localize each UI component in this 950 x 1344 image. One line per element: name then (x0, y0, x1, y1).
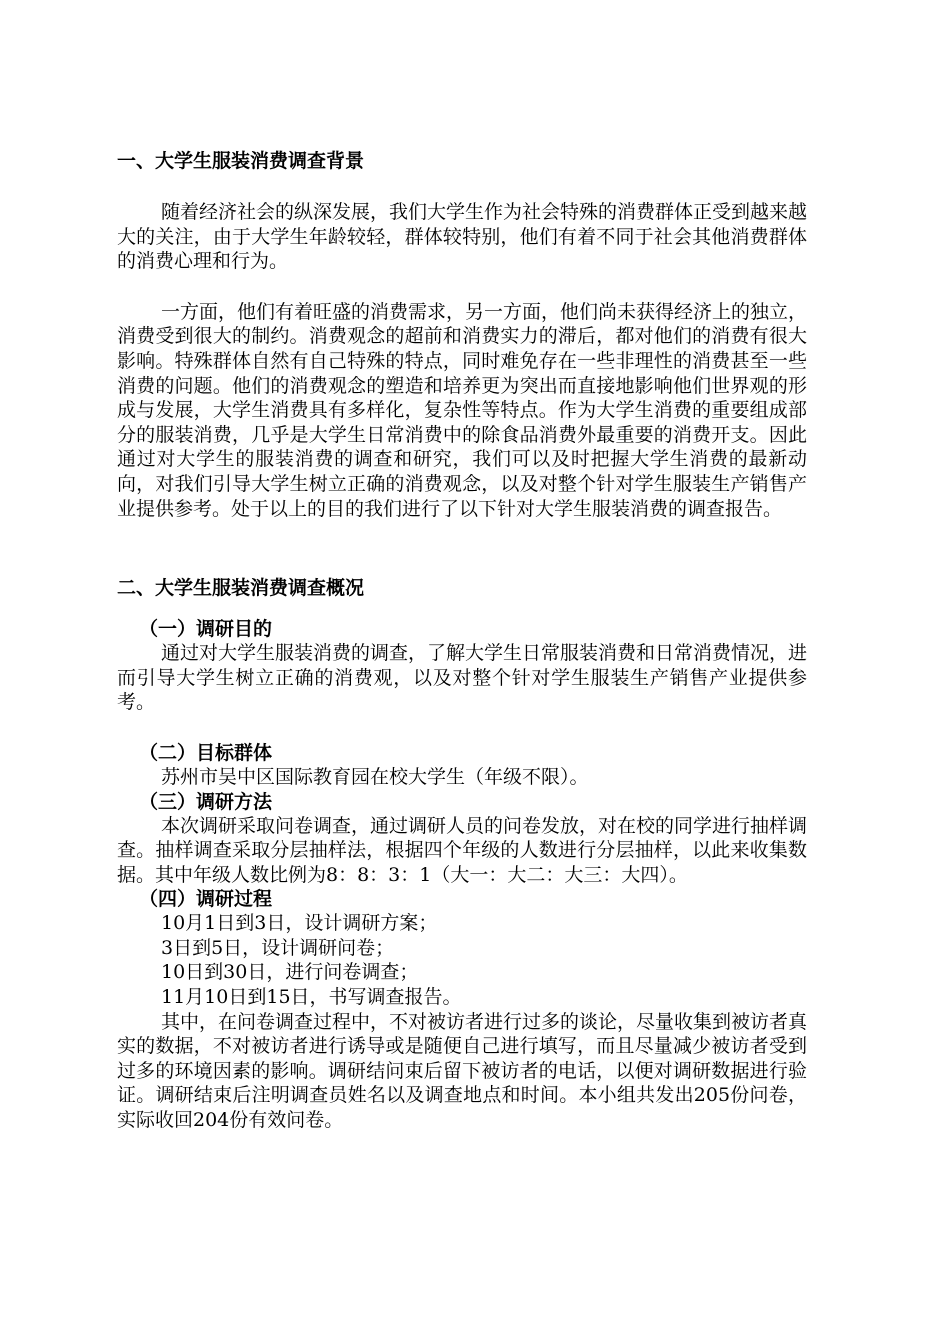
subsection-3-text: 本次调研采取问卷调查，通过调研人员的问卷发放，对在校的同学进行抽样调查。抽样调查采取分层抽样法，根据四个年级的人数进行分层抽样，以此来收集数据。其中年级人数比例为8：8：3：1（大一：大二：大三：大四）。 (117, 814, 808, 886)
subsection-4-heading: （四）调研过程 (139, 888, 273, 911)
subsection-1-heading: （一）调研目的 (139, 618, 273, 641)
schedule-step: 3日到5日，设计调研问卷； (161, 936, 395, 959)
subsection-3-heading: （三）调研方法 (139, 790, 273, 813)
section-1-paragraph-2: 一方面，他们有着旺盛的消费需求，另一方面，他们尚未获得经济上的独立，消费受到很大的制约。消费观念的超前和消费实力的滞后，都对他们的消费有很大影响。特殊群体自然有自己特殊的特点，同时难免存在一些非理性的消费甚至一些消费的问题。他们的消费观念的塑造和培养更为突出而直接地影响他们世界观的形成与发展，大学生消费具有多样化，复杂性等特点。作为大学生消费的重要组成部分的服装消费，几乎是大学生日常消费中的除食品消费外最重要的消费开支。因此通过对大学生的服装消费的调查和研究，我们可以及时把握大学生消费的最新动向，对我们引导大学生树立正确的消费观念，以及对整个针对学生服装生产销售产业提供参考。处于以上的目的我们进行了以下针对大学生服装消费的调查报告。 (117, 300, 808, 520)
document-page (117, 148, 807, 1133)
subsection-4-text: 其中，在问卷调查过程中，不对被访者进行过多的谈论，尽量收集到被访者真实的数据，不对被访者进行诱导或是随便自己进行填写，而且尽量减少被访者受到过多的环境因素的影响。调研结问束后留下被访者的电话，以便对调研数据进行验证。调研结束后注明调查员姓名以及调查地点和时间。本小组共发出205份问卷，实际收回204份有效问卷。 (117, 1010, 808, 1132)
subsection-1-text: 通过对大学生服装消费的调查，了解大学生日常服装消费和日常消费情况，进而引导大学生树立正确的消费观，以及对整个针对学生服装生产销售产业提供参考。 (117, 642, 808, 714)
section-2-heading: 二、大学生服装消费调查概况 (117, 577, 365, 600)
schedule-step: 10月1日到3日，设计调研方案； (161, 912, 438, 935)
subsection-2-text: 苏州市吴中区国际教育园在校大学生（年级不限）。 (161, 765, 589, 788)
section-1-heading: 一、大学生服装消费调查背景 (117, 150, 365, 172)
schedule-step: 10日到30日，进行问卷调查； (161, 961, 419, 984)
schedule-step: 11月10日到15日，书写调查报告。 (161, 986, 462, 1009)
section-1-paragraph-1: 随着经济社会的纵深发展，我们大学生作为社会特殊的消费群体正受到越来越大的关注，由于大学生年龄较轻，群体较特别，他们有着不同于社会其他消费群体的消费心理和行为。 (117, 201, 808, 273)
subsection-2-heading: （二）目标群体 (139, 741, 273, 764)
